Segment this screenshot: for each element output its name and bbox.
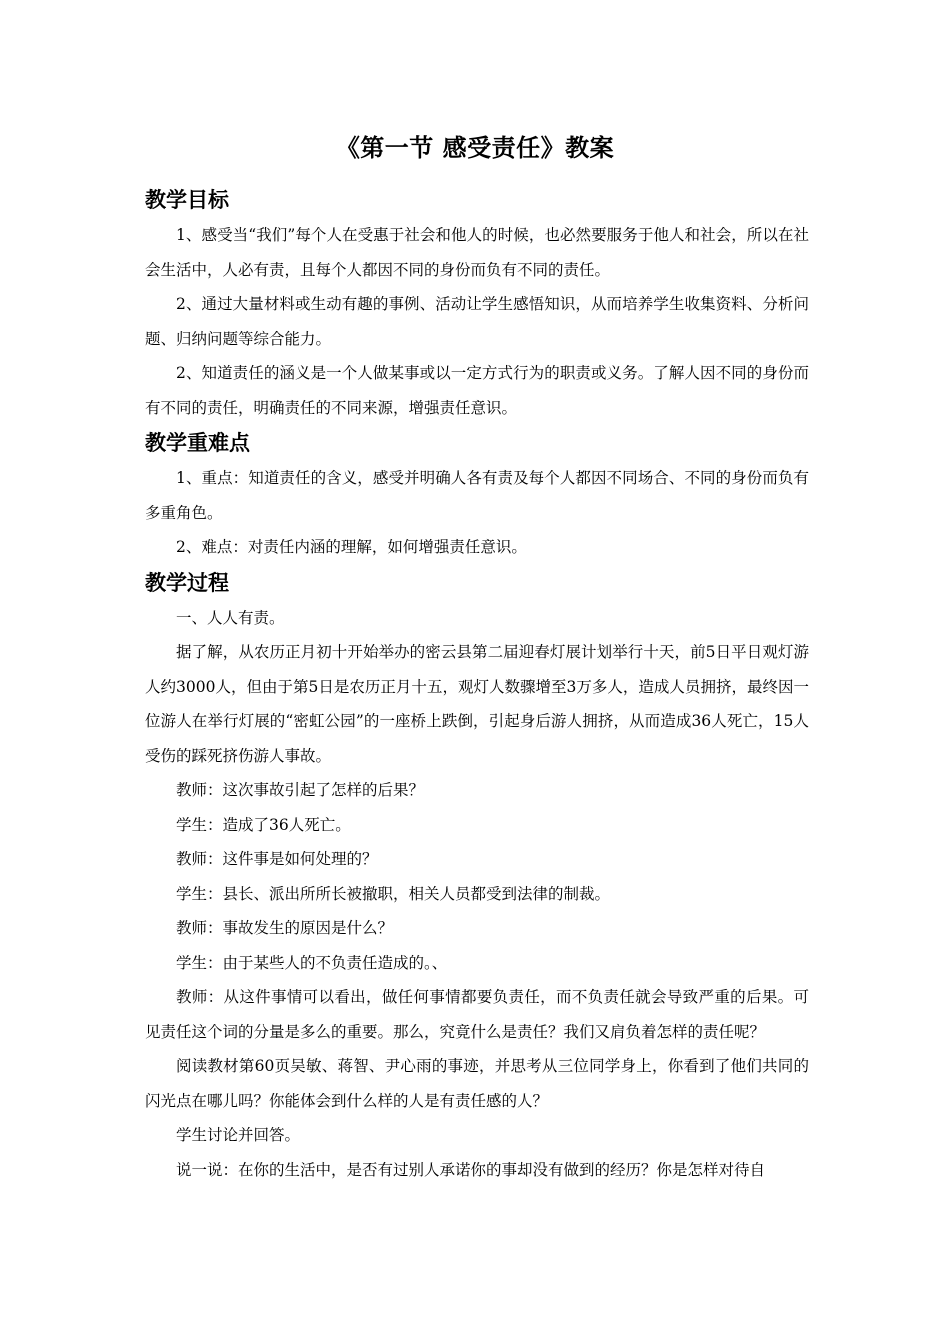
paragraph: 阅读教材第60页吴敏、蒋智、尹心雨的事迹，并思考从三位同学身上，你看到了他们共同的闪光点在哪儿吗？你能体会到什么样的人是有责任感的人？ — [145, 1057, 809, 1110]
paragraph: 教师：这件事是如何处理的？ — [176, 850, 378, 868]
paragraph: 教师：这次事故引起了怎样的后果？ — [176, 781, 425, 799]
paragraph: 教师：事故发生的原因是什么？ — [176, 919, 394, 937]
paragraph: 学生：造成了36人死亡。 — [176, 815, 351, 834]
section-heading: 教学过程 — [145, 570, 229, 595]
paragraph: 据了解，从农历正月初十开始举办的密云县第二届迎春灯展计划举行十天，前5日平日观灯游人约3000人，但由于第5日是农历正月十五，观灯人数骤增至3万多人，造成人员拥挤，最终因一位游人在举行灯展的“密虹公园”的一座桥上跌倒，引起身后游人拥挤，从而造成36人死亡，15人受伤的踩死挤伤游人事故。 — [145, 643, 809, 765]
section-teaching-objectives — [145, 182, 809, 425]
document-body — [145, 182, 809, 1187]
paragraph: 2、知道责任的涵义是一个人做某事或以一定方式行为的职责或义务。了解人因不同的身份而有不同的责任，明确责任的不同来源，增强责任意识。 — [145, 364, 809, 417]
paragraph: 一、人人有责。 — [176, 608, 285, 627]
paragraph: 1、感受当“我们”每个人在受惠于社会和他人的时候，也必然要服务于他人和社会，所以在社会生活中，人必有责，且每个人都因不同的身份而负有不同的责任。 — [145, 226, 809, 279]
paragraph: 教师：从这件事情可以看出，做任何事情都要负责任，而不负责任就会导致严重的后果。可见责任这个词的分量是多么的重要。那么，究竟什么是责任？我们又肩负着怎样的责任呢？ — [145, 988, 809, 1041]
paragraph: 1、重点：知道责任的含义，感受并明确人各有责及每个人都因不同场合、不同的身份而负有多重角色。 — [145, 469, 809, 522]
section-heading: 教学目标 — [145, 188, 229, 212]
section-teaching-process — [145, 565, 809, 1188]
paragraph: 学生：由于某些人的不负责任造成的。、 — [176, 953, 448, 972]
paragraph: 2、难点：对责任内涵的理解，如何增强责任意识。 — [176, 538, 527, 556]
section-key-difficult-points — [145, 425, 809, 565]
document-title: 《第一节 感受责任》教案 — [335, 134, 615, 162]
paragraph: 说一说：在你的生活中，是否有过别人承诺你的事却没有做到的经历？你是怎样对待自 — [176, 1160, 766, 1179]
paragraph: 学生讨论并回答。 — [176, 1126, 301, 1144]
section-heading: 教学重难点 — [145, 431, 250, 455]
paragraph: 2、通过大量材料或生动有趣的事例、活动让学生感悟知识，从而培养学生收集资料、分析问题、归纳问题等综合能力。 — [145, 295, 809, 348]
paragraph: 学生：县长、派出所所长被撤职，相关人员都受到法律的制裁。 — [176, 884, 611, 903]
